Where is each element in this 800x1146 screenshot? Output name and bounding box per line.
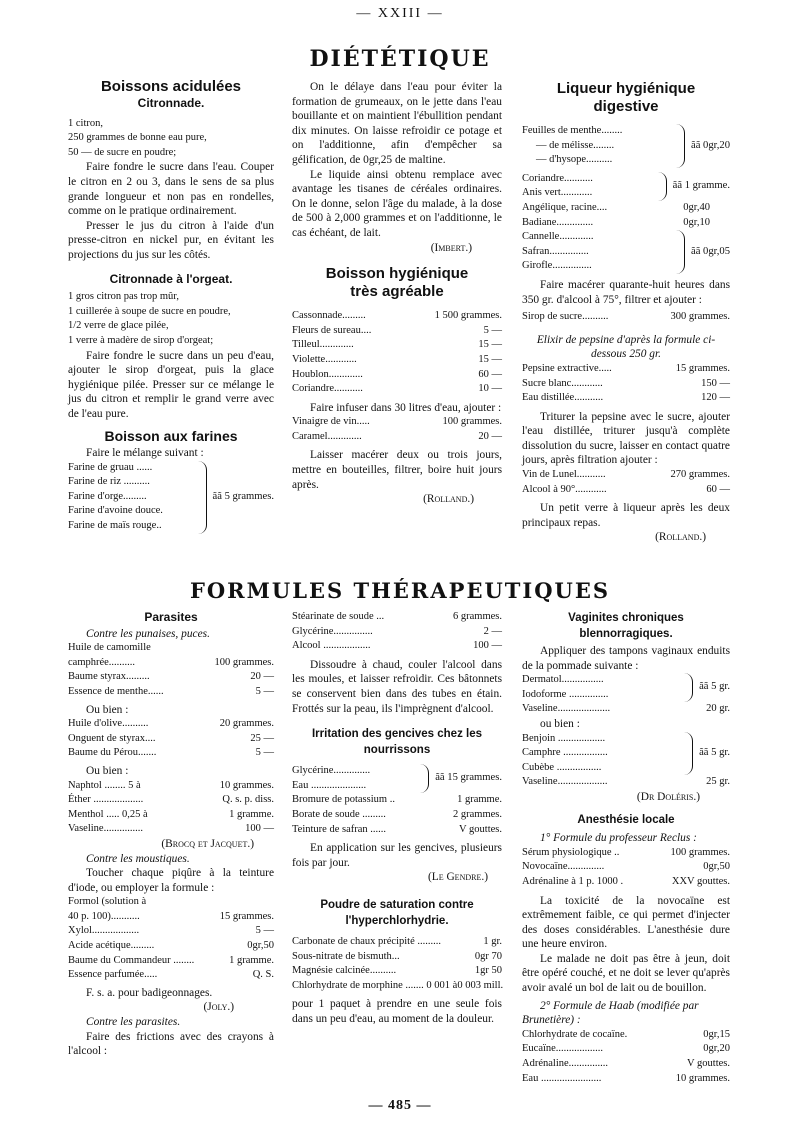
recipe-row — [292, 823, 502, 838]
ingredient-dose: 120 — — [701, 392, 730, 404]
ingredient-name: Carbonate de chaux précipité ......... — [292, 935, 441, 947]
ingredient-line: — de mélisse........ — [536, 139, 615, 151]
paragraph: ou bien : — [540, 717, 580, 730]
ingredient-dose: 1 gramme. — [229, 954, 274, 966]
ingredient-dose: 2 — — [483, 625, 502, 637]
bracket-value: ãã 5 grammes. — [212, 490, 274, 502]
paragraph: La toxicité de la novocaïne est extrêmement faible, ce qui permet d'injecter des doses considérables. L'anesthésie dure une heure environ. — [522, 894, 730, 951]
bracket-group — [522, 673, 730, 702]
ingredient-name: Adrénaline à 1 p. 1000 . — [522, 875, 624, 887]
ingredient-name: Acide acétique......... — [68, 940, 155, 952]
ingredient-line: Cubèbe ................. — [522, 761, 602, 773]
ingredient-dose: 0gr,50 — [247, 940, 274, 952]
ingredient-dose: XXV gouttes. — [671, 875, 730, 887]
formules-column-2 — [292, 610, 502, 1026]
paragraph: Faire le mélange suivant : — [86, 447, 204, 460]
ingredient-dose: 20 — — [250, 671, 274, 683]
recipe-row — [68, 641, 274, 656]
subheading: Contre les moustiques. — [86, 852, 190, 865]
recipe-table — [68, 779, 274, 837]
ingredient-name: Essence parfumée..... — [68, 969, 158, 981]
ingredient-dose: 300 grammes. — [670, 311, 730, 323]
ingredient-name: Baume du Commandeur ........ — [68, 954, 195, 966]
ingredient-line: Girofle............... — [522, 260, 592, 272]
ingredient-dose: 60 — — [706, 483, 730, 495]
recipe-row — [292, 793, 502, 808]
ingredient-dose: 100 grammes. — [670, 846, 730, 858]
ingredient-name: 40 p. 100)........... — [68, 910, 140, 922]
signature: (Imbert.) — [430, 241, 472, 254]
recipe-row — [292, 979, 502, 994]
ingredient-name: Badiane.............. — [522, 216, 594, 228]
brace — [656, 172, 667, 201]
paragraph: Faire macérer quarante-huit heures dans 350 gr. d'alcool à 75°, filtrer et ajouter : — [522, 278, 730, 306]
ingredient-name: Menthol ..... 0,25 à — [68, 808, 148, 820]
signature: (Rolland.) — [655, 531, 706, 544]
bracket-value: ãã 1 gramme. — [672, 180, 730, 192]
ingredient-dose: 100 — — [473, 640, 502, 652]
signature: (Rolland.) — [423, 493, 474, 506]
ingredient-name: Eucaïne.................. — [522, 1043, 604, 1055]
subheading: 1° Formule du professeur Reclus : — [540, 832, 697, 845]
ingredient-dose: 15 grammes. — [675, 362, 730, 374]
ingredient-name: Éther ................... — [68, 794, 144, 806]
recipe-table — [522, 468, 730, 497]
recipe-table — [522, 846, 730, 890]
recipe-row — [522, 310, 730, 325]
ingredient-name: Angélique, racine.... — [522, 201, 608, 213]
brace — [418, 764, 429, 793]
recipe-row — [522, 362, 730, 377]
recipe-row — [292, 964, 502, 979]
ingredient-name: Chlorhydrate de morphine ....... 0 001 à — [292, 979, 458, 991]
recipe-table — [68, 717, 274, 761]
heading-boissons-acidulees: Boissons acidulées — [100, 78, 242, 95]
ingredient-name: Vinaigre de vin..... — [292, 416, 370, 428]
recipe-row — [522, 875, 730, 890]
recipe-row — [68, 924, 274, 939]
heading-irritation-gencives: Irritation des gencives chez les nourrissons — [311, 728, 482, 757]
bracket-value: ãã 5 gr. — [699, 681, 730, 693]
ingredient-line: Farine d'orge......... — [68, 490, 147, 502]
paragraph: Un petit verre à liqueur après les deux principaux repas. — [522, 502, 730, 529]
ingredient-name: Eau distillée........... — [522, 392, 604, 404]
paragraph: Ou bien : — [86, 764, 129, 777]
recipe-row — [292, 625, 502, 640]
recipe-row — [292, 415, 502, 430]
recipe-row — [522, 391, 730, 406]
ingredient-name: Naphtol ........ 5 à — [68, 779, 141, 791]
ingredient-name: Magnésie calcinée.......... — [292, 965, 397, 977]
recipe-row — [68, 808, 274, 823]
ingredient-line: Iodoforme ............... — [522, 688, 609, 700]
subheading: Contre les punaises, puces. — [86, 627, 210, 640]
paragraph: Faire des frictions avec des crayons à l'alcool : — [68, 1030, 274, 1058]
recipe-row — [522, 468, 730, 483]
ingredient-line: 250 grammes de bonne eau pure, — [68, 132, 207, 144]
ingredient-line: — d'hysope.......... — [536, 154, 613, 166]
ingredient-name: Alcool .................. — [292, 640, 371, 652]
recipe-row — [522, 702, 730, 717]
ingredient-dose: 10 — — [478, 383, 502, 395]
ingredient-line: Farine de gruau ...... — [68, 461, 153, 473]
recipe-row — [68, 939, 274, 954]
ingredient-dose: 270 grammes. — [670, 469, 730, 481]
dietetique-column-3 — [522, 80, 730, 545]
ingredient-line: Farine de riz .......... — [68, 476, 150, 488]
recipe-row — [292, 338, 502, 353]
ingredient-dose: Q. s. p. diss. — [222, 794, 274, 806]
ingredient-name: Vaseline.................... — [522, 703, 611, 715]
ingredient-dose: V gouttes. — [687, 1058, 730, 1070]
recipe-table — [292, 415, 502, 444]
recipe-row — [522, 483, 730, 498]
recipe-row — [292, 430, 502, 445]
heading-vaginites: Vaginites chroniques blennorragiques. — [568, 612, 684, 640]
ingredient-dose: 60 — — [478, 368, 502, 380]
ingredient-name: Vin de Lunel........... — [522, 469, 606, 481]
ingredient-line: 1 verre à madère de sirop d'orgeat; — [68, 334, 214, 346]
heading-parasites: Parasites — [144, 610, 198, 624]
heading-citronnade-orgeat: Citronnade à l'orgeat. — [109, 271, 233, 286]
ingredient-name: Coriandre........... — [292, 383, 363, 395]
heading-boisson-farines: Boisson aux farines — [104, 428, 238, 445]
ingredient-line: Camphre ................. — [522, 747, 608, 759]
bracket-value: ãã 15 grammes. — [435, 772, 502, 784]
recipe-row — [68, 779, 274, 794]
bracket-group — [292, 764, 502, 793]
ingredient-dose: 25 gr. — [706, 776, 730, 788]
ingredient-line: 1 gros citron pas trop mûr, — [68, 291, 179, 303]
ingredient-name: Baume styrax......... — [68, 671, 150, 683]
paragraph: Faire fondre le sucre dans un peu d'eau, ajouter le sirop d'orgeat, puis la glace hygiénique pilée. Presser sur ce mélange le jus du citron et remplir le grand verre avec de l'eau pure. — [68, 349, 274, 420]
ingredient-dose: 20 gr. — [706, 703, 730, 715]
signature: (Joly.) — [203, 1001, 234, 1014]
ingredient-dose: 25 — — [250, 732, 274, 744]
ingredient-dose: 20 — — [478, 430, 502, 442]
ingredient-line: 1 cuillerée à soupe de sucre en poudre, — [68, 305, 231, 317]
recipe-row — [292, 808, 502, 823]
bracket-value: ãã 5 gr. — [699, 747, 730, 759]
ingredient-dose: 150 — — [701, 377, 730, 389]
ingredient-dose: 20 grammes. — [219, 718, 274, 730]
recipe-row — [292, 382, 502, 397]
recipe-row — [68, 968, 274, 983]
ingredient-dose: 10 grammes. — [675, 1072, 730, 1084]
paragraph: En application sur les gencives, plusieurs fois par jour. — [292, 842, 502, 869]
ingredient-name: Sous-nitrate de bismuth... — [292, 950, 400, 962]
brace — [674, 124, 685, 168]
signature: (Brocq et Jacquet.) — [161, 837, 254, 850]
heading-poudre-saturation: Poudre de saturation contre l'hyperchlorhydrie. — [320, 898, 474, 927]
ingredient-line: Eau ..................... — [292, 779, 367, 791]
ingredient-dose: 0gr,10 — [683, 216, 710, 228]
paragraph: F. s. a. pour badigeonnages. — [86, 986, 213, 999]
recipe-row — [522, 775, 730, 790]
bracket-value: ãã 0gr,05 — [691, 245, 730, 257]
ingredient-name: Huile de camomille — [68, 642, 151, 654]
recipe-row — [522, 1072, 730, 1087]
ingredient-name: Formol (solution à — [68, 896, 147, 908]
recipe-row — [292, 950, 502, 965]
recipe-row — [68, 793, 274, 808]
recipe-row — [522, 846, 730, 861]
ingredient-name: Stéarinate de soude ... — [292, 611, 385, 622]
ingredient-line: Cannelle............. — [522, 231, 594, 243]
ingredient-line: Anis vert............ — [522, 187, 593, 199]
recipe-row — [522, 377, 730, 392]
subheading: Contre les parasites. — [86, 1016, 181, 1029]
ingredient-dose: 100 grammes. — [214, 656, 274, 668]
ingredient-dose: 15 — — [478, 339, 502, 351]
heading-citronnade: Citronnade. — [137, 96, 205, 110]
recipe-row — [292, 353, 502, 368]
ingredient-dose: 5 — — [255, 925, 274, 937]
ingredient-name: Sérum physiologique .. — [522, 846, 620, 858]
bracket-group — [522, 124, 730, 168]
recipe-table — [522, 362, 730, 406]
recipe-table — [292, 309, 502, 397]
brace — [682, 673, 693, 702]
paragraph: Triturer la pepsine avec le sucre, ajouter l'eau distillée, triturer jusqu'à complète dissolution du sucre, laisser en contact quatre jours, après filtration ajouter : — [522, 410, 730, 467]
ingredient-dose: 0 003 mill. — [457, 979, 504, 991]
recipe-row — [292, 610, 502, 625]
ingredient-dose: 0gr 70 — [474, 950, 502, 962]
recipe-row — [68, 670, 274, 685]
recipe-row — [292, 324, 502, 339]
ingredient-line: Dermatol................ — [522, 674, 604, 686]
brace — [682, 732, 693, 776]
paragraph: Le liquide ainsi obtenu remplace avec avantage les tisanes de céréales ordinaires. On le donne, selon l'âge du malade, à la dose de 500 à 2,000 grammes et on l'additionne, le cas échéant, de lait. — [292, 168, 502, 239]
ingredient-name: Sirop de sucre.......... — [522, 311, 609, 323]
recipe-row — [68, 954, 274, 969]
ingredient-dose: 15 grammes. — [219, 910, 274, 922]
ingredient-dose: 15 — — [478, 353, 502, 365]
ingredient-dose: 100 grammes. — [442, 416, 502, 428]
recipe-table — [68, 895, 274, 983]
section-title-dietetique: DIÉTÉTIQUE — [309, 46, 491, 72]
ingredient-line: Glycérine.............. — [292, 765, 371, 777]
ingredient-name: Tilleul............. — [292, 339, 354, 351]
ingredient-name: Fleurs de sureau.... — [292, 324, 372, 336]
ingredient-dose: V gouttes. — [459, 823, 502, 835]
ingredient-name: Teinture de safran ...... — [292, 823, 387, 835]
heading-liqueur-hygienique: Liqueur hygiénique digestive — [556, 80, 696, 115]
ingredient-name: Glycérine............... — [292, 625, 373, 637]
ingredient-name: Bromure de potassium .. — [292, 794, 395, 806]
ingredient-name: Novocaïne.............. — [522, 861, 605, 873]
page-header: — XXIII — — [356, 6, 444, 21]
ingredient-name: Houblon............. — [292, 368, 363, 380]
dietetique-column-2 — [292, 80, 502, 507]
ingredient-dose: Q. S. — [252, 969, 274, 981]
recipe-table — [292, 610, 502, 654]
ingredient-line: Farine de maïs rouge.. — [68, 520, 162, 532]
formules-column-3 — [522, 610, 730, 1086]
ingredient-line: Coriandre........... — [522, 172, 593, 184]
bracket-group — [68, 461, 274, 534]
ingredient-name: Borate de soude ......... — [292, 808, 386, 820]
ingredient-dose: 0gr,20 — [703, 1043, 730, 1055]
ingredient-name: Caramel............. — [292, 430, 362, 442]
brace — [674, 230, 685, 274]
ingredient-line: 1 citron, — [68, 117, 103, 129]
paragraph: Le malade ne doit pas être à jeun, doit être opéré couché, et ne doit se lever qu'après avoir avalé un bol de lait ou de bouillon. — [522, 952, 730, 995]
paragraph: Laisser macérer deux ou trois jours, mettre en bouteilles, filtrer, boire huit jours après. — [292, 449, 502, 491]
recipe-table — [292, 793, 502, 837]
ingredient-name: Sucre blanc............ — [522, 377, 603, 389]
ingredient-dose: 0gr,40 — [683, 201, 710, 213]
ingredient-name: Essence de menthe...... — [68, 685, 164, 697]
recipe-row — [68, 910, 274, 925]
recipe-row — [292, 309, 502, 324]
heading-boisson-hygienique: Boisson hygiénique très agréable — [325, 265, 469, 301]
paragraph: Dissoudre à chaud, couler l'alcool dans les moules, et laisser refroidir. Ces bâtonnets se conservent bien dans des tubes en étain. Frottés sur la peau, ils l'imprègnent d'alcool. — [292, 658, 502, 715]
ingredient-dose: 1 gramme. — [229, 808, 274, 820]
ingredient-line: 1/2 verre de glace pilée, — [68, 320, 169, 332]
ingredient-name: Violette............ — [292, 353, 357, 365]
signature: (Dr Doléris.) — [636, 790, 700, 803]
recipe-row — [68, 822, 274, 837]
ingredient-name: Chlorhydrate de cocaïne. — [522, 1028, 628, 1040]
ingredient-dose: 6 grammes. — [453, 611, 502, 622]
paragraph: pour 1 paquet à prendre en une seule fois dans un peu d'eau, au moment de la douleur. — [292, 998, 502, 1025]
bracket-group — [522, 732, 730, 776]
recipe-row — [522, 1028, 730, 1043]
dietetique-column-1 — [68, 78, 274, 534]
ingredient-name: Vaseline............... — [68, 823, 143, 835]
ingredient-line: Benjoin .................. — [522, 732, 606, 744]
recipe-row — [292, 639, 502, 654]
ingredient-name: Huile d'olive.......... — [68, 718, 149, 730]
recipe-row — [68, 656, 274, 671]
ingredient-name: Cassonnade......... — [292, 310, 366, 322]
recipe-row — [522, 201, 730, 216]
subheading: 2° Formule de Haab (modifiée par Brunetière) : — [522, 999, 699, 1027]
paragraph: On le délaye dans l'eau pour éviter la formation de grumeaux, on le jette dans l'eau bouillante et on maintient l'ébullition pendant dix minutes. On laisse refroidir ce potage et on l'additionne, afin d'empêcher sa gélification, de 0gr,25 de maltine. — [292, 81, 502, 166]
recipe-row — [68, 717, 274, 732]
recipe-table — [522, 1028, 730, 1086]
recipe-row — [522, 1042, 730, 1057]
ingredient-name: Eau ....................... — [522, 1072, 602, 1084]
brace — [196, 461, 207, 534]
paragraph: Faire infuser dans 30 litres d'eau, ajouter : — [310, 401, 502, 414]
ingredient-dose: 0gr,15 — [703, 1028, 730, 1040]
recipe-row — [292, 368, 502, 383]
ingredient-dose: 0gr,50 — [703, 861, 730, 873]
ingredient-dose: 10 grammes. — [219, 779, 274, 791]
recipe-row — [68, 732, 274, 747]
paragraph: Ou bien : — [86, 703, 129, 716]
ingredient-dose: 1 500 grammes. — [434, 310, 502, 322]
recipe-row — [68, 685, 274, 700]
page-number: — 485 — — [368, 1098, 432, 1113]
ingredient-dose: 100 — — [245, 823, 274, 835]
ingredient-dose: 1 gr. — [483, 935, 502, 947]
ingredient-dose: 5 — — [255, 747, 274, 759]
section-title-formules: FORMULES THÉRAPEUTIQUES — [189, 578, 611, 603]
paragraph: Toucher chaque piqûre à la teinture d'iode, ou employer la formule : — [68, 867, 274, 894]
ingredient-line: Safran............... — [522, 245, 589, 257]
paragraph: Appliquer des tampons vaginaux enduits de la pommade suivante : — [522, 645, 730, 672]
bracket-group — [522, 172, 730, 201]
bracket-value: ãã 0gr,20 — [691, 139, 730, 151]
ingredient-name: Pepsine extractive..... — [522, 362, 612, 374]
heading-anesthesie: Anesthésie locale — [577, 813, 675, 826]
recipe-table — [292, 935, 502, 993]
ingredient-dose: 1gr 50 — [474, 965, 502, 977]
ingredient-dose: 5 — — [255, 685, 274, 697]
bracket-group — [522, 230, 730, 274]
ingredient-line: Feuilles de menthe........ — [522, 125, 623, 136]
ingredient-dose: 2 grammes. — [453, 808, 502, 820]
recipe-row — [522, 1057, 730, 1072]
paragraph: Faire fondre le sucre dans l'eau. Couper le citron en 2 ou 3, dans le sens de sa plus grande longueur et non pas en rondelles, comme on le pratique ordinairement. — [68, 161, 274, 218]
recipe-table — [68, 641, 274, 699]
recipe-row — [68, 895, 274, 910]
paragraph: Presser le jus du citron à l'aide d'un presse-citron en nickel pur, en évitant les projections du jus sur les côtés. — [68, 219, 274, 261]
paragraph: Elixir de pepsine d'après la formule ci-dessous 250 gr. — [536, 333, 716, 361]
ingredient-name: Baume du Pérou....... — [68, 747, 157, 759]
recipe-row — [522, 216, 730, 231]
ingredient-name: Adrénaline............... — [522, 1058, 609, 1070]
ingredient-line: Farine d'avoine douce. — [68, 505, 163, 517]
ingredient-name: Onguent de styrax.... — [68, 732, 156, 744]
recipe-row — [68, 746, 274, 761]
ingredient-name: Vaseline................... — [522, 776, 608, 788]
ingredient-dose: 1 gramme. — [457, 794, 502, 806]
signature: (Le Gendre.) — [427, 871, 488, 884]
ingredient-name: Alcool à 90°............ — [522, 483, 607, 495]
ingredient-line: 50 — de sucre en poudre; — [68, 146, 177, 158]
ingredient-dose: 5 — — [483, 324, 502, 336]
recipe-row — [522, 860, 730, 875]
ingredient-name: Xylol.................. — [68, 925, 140, 937]
ingredient-name: camphrée.......... — [68, 656, 136, 668]
formules-column-1 — [68, 610, 274, 1059]
recipe-row — [292, 935, 502, 950]
